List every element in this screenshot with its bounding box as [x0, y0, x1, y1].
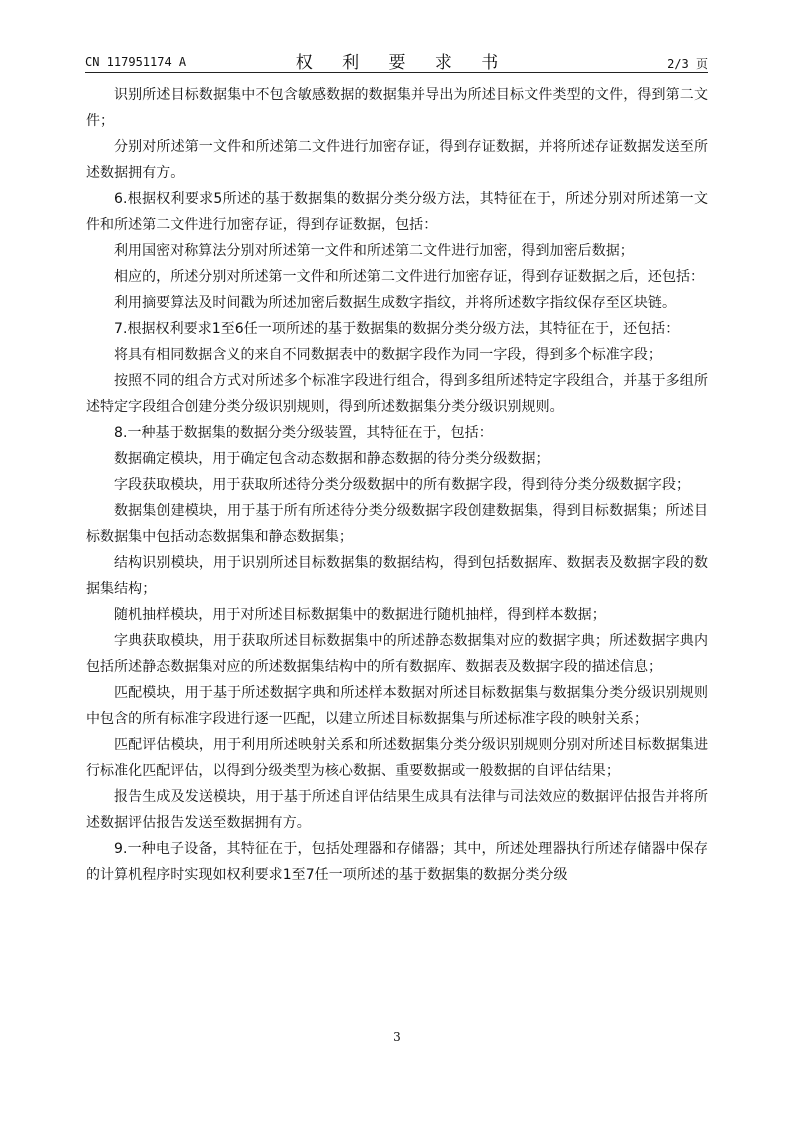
claim-paragraph: 报告生成及发送模块，用于基于所述自评估结果生成具有法律与司法效应的数据评估报告并将所述数据评估报告发送至数据拥有方。: [86, 789, 708, 831]
claim-paragraph: 将具有相同数据含义的来自不同数据表中的数据字段作为同一字段，得到多个标准字段；: [114, 347, 662, 363]
claim-paragraph: 7.根据权利要求1至6任一项所述的基于数据集的数据分类分级方法，其特征在于，还包括：: [114, 321, 680, 337]
page-number: 3: [393, 1030, 401, 1044]
claim-paragraph: 数据确定模块，用于确定包含动态数据和静态数据的待分类分级数据；: [114, 451, 550, 467]
page-indicator: 2/3 页: [667, 57, 708, 71]
claim-paragraph: 结构识别模块，用于识别所述目标数据集的数据结构，得到包括数据库、数据表及数据字段的数据集结构；: [86, 555, 708, 597]
section-title: 权 利 要 求 书: [295, 53, 511, 73]
claim-paragraph: 相应的，所述分别对所述第一文件和所述第二文件进行加密存证，得到存证数据之后，还包括：: [114, 269, 705, 285]
claims-body: [86, 82, 708, 888]
document-number: CN 117951174 A: [85, 55, 187, 69]
header-divider: [85, 72, 708, 73]
claim-paragraph: 分别对所述第一文件和所述第二文件进行加密存证，得到存证数据，并将所述存证数据发送至所述数据拥有方。: [86, 139, 708, 181]
claim-paragraph: 按照不同的组合方式对所述多个标准字段进行组合，得到多组所述特定字段组合，并基于多组所述特定字段组合创建分类分级识别规则，得到所述数据集分类分级识别规则。: [86, 373, 708, 415]
claim-paragraph: 随机抽样模块，用于对所述目标数据集中的数据进行随机抽样，得到样本数据；: [114, 607, 606, 623]
claim-paragraph: 字段获取模块，用于获取所述待分类分级数据中的所有数据字段，得到待分类分级数据字段；: [114, 477, 691, 493]
claim-paragraph: 数据集创建模块，用于基于所有所述待分类分级数据字段创建数据集，得到目标数据集；所述目标数据集中包括动态数据集和静态数据集；: [86, 503, 708, 545]
claim-paragraph: 字典获取模块，用于获取所述目标数据集中的所述静态数据集对应的数据字典；所述数据字典内包括所述静态数据集对应的所述数据集结构中的所有数据库、数据表及数据字段的描述信息；: [86, 633, 708, 675]
claim-paragraph: 匹配模块，用于基于所述数据字典和所述样本数据对所述目标数据集与数据集分类分级识别规则中包含的所有标准字段进行逐一匹配，以建立所述目标数据集与所述标准字段的映射关系；: [86, 685, 708, 727]
claim-paragraph: 利用摘要算法及时间戳为所述加密后数据生成数字指纹，并将所述数字指纹保存至区块链。: [114, 295, 676, 311]
claim-paragraph: 6.根据权利要求5所述的基于数据集的数据分类分级方法，其特征在于，所述分别对所述第一文件和所述第二文件进行加密存证，得到存证数据，包括：: [86, 191, 708, 233]
claim-paragraph: 匹配评估模块，用于利用所述映射关系和所述数据集分类分级识别规则分别对所述目标数据集进行标准化匹配评估，以得到分级类型为核心数据、重要数据或一般数据的自评估结果；: [86, 737, 708, 779]
claim-paragraph: 识别所述目标数据集中不包含敏感数据的数据集并导出为所述目标文件类型的文件，得到第二文件；: [86, 87, 708, 129]
claim-paragraph: 利用国密对称算法分别对所述第一文件和所述第二文件进行加密，得到加密后数据；: [114, 243, 634, 259]
claim-paragraph: 9.一种电子设备，其特征在于，包括处理器和存储器；其中，所述处理器执行所述存储器中保存的计算机程序时实现如权利要求1至7任一项所述的基于数据集的数据分类分级: [86, 841, 708, 883]
claim-paragraph: 8.一种基于数据集的数据分类分级装置，其特征在于，包括：: [114, 425, 493, 441]
